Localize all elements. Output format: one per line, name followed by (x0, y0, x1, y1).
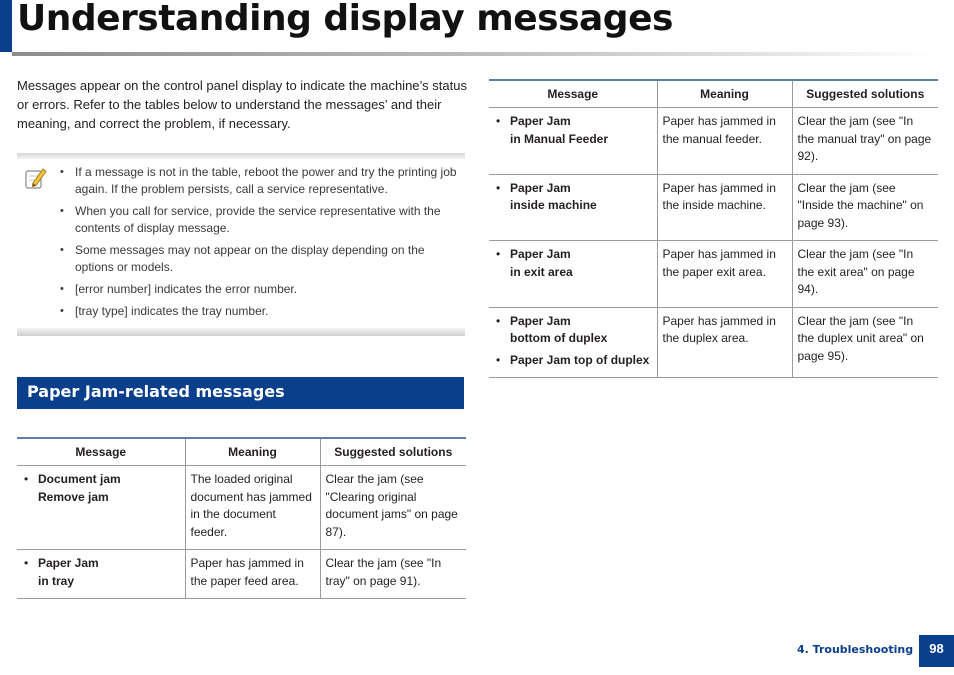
solution-cell: Clear the jam (see "In the exit area" on page 94). (792, 241, 938, 308)
note-list (73, 164, 465, 325)
message-cell (489, 108, 657, 175)
table-row (17, 466, 466, 550)
message-cell (17, 550, 185, 599)
intro-paragraph: Messages appear on the control panel display to indicate the machine’s status or errors. Refer to the tables below to understand the messages’ and their meaning, and correct the problem, if necessary. (17, 78, 467, 131)
meaning-cell: Paper has jammed in the paper exit area. (657, 241, 792, 308)
meaning-cell: Paper has jammed in the manual feeder. (657, 108, 792, 175)
message-line: Remove jam (38, 489, 109, 504)
message-cell (17, 466, 185, 550)
message-item (22, 555, 180, 590)
solution-cell: Clear the jam (see "Clearing original document jams" on page 87). (320, 466, 466, 550)
message-line: • Paper Jam (510, 313, 571, 328)
table-header-row (489, 80, 938, 108)
note-item: • [tray type] indicates the tray number. (73, 303, 465, 320)
message-item (494, 313, 652, 348)
table-row (489, 307, 938, 378)
right-messages-table (489, 79, 938, 378)
message-line: • Paper Jam top of duplex (510, 352, 650, 367)
message-item (494, 246, 652, 281)
footer-chapter: 4. Troubleshooting (797, 643, 914, 656)
note-box (17, 153, 465, 336)
section-heading: Paper Jam-related messages (17, 377, 464, 409)
note-item: • Some messages may not appear on the display depending on the options or models. (73, 242, 465, 276)
header-message: Message (17, 438, 185, 466)
note-item: • When you call for service, provide the service representative with the contents of display message. (73, 203, 465, 237)
note-item: • If a message is not in the table, reboot the power and try the printing job again. If the problem persists, call a service representative. (73, 164, 465, 198)
left-table-body (17, 466, 466, 599)
header-meaning: Meaning (657, 80, 792, 108)
message-line: in Manual Feeder (510, 131, 609, 146)
meaning-cell: Paper has jammed in the paper feed area. (185, 550, 320, 599)
right-table-body (489, 108, 938, 378)
message-line: inside machine (510, 198, 597, 212)
message-line: in exit area (510, 264, 573, 279)
message-line: • Paper Jam (38, 556, 99, 570)
message-cell (489, 174, 657, 241)
message-item (494, 180, 652, 215)
message-cell (489, 241, 657, 308)
solution-cell: Clear the jam (see "In tray" on page 91). (320, 550, 466, 599)
page-title: Understanding display messages (17, 0, 673, 39)
left-messages-table (17, 437, 466, 599)
message-item (494, 113, 652, 148)
solution-cell: Clear the jam (see "In the duplex unit area" on page 95). (792, 307, 938, 378)
header-solutions: Suggested solutions (320, 438, 466, 466)
note-bottom-border (17, 328, 465, 336)
message-line: • Paper Jam (510, 114, 571, 128)
page-number: 98 (919, 635, 954, 667)
message-line: • Document jam (38, 472, 121, 486)
message-line: in tray (38, 573, 75, 588)
table-row (489, 174, 938, 241)
meaning-cell: The loaded original document has jammed in the document feeder. (185, 466, 320, 550)
header-meaning: Meaning (185, 438, 320, 466)
table-row (489, 241, 938, 308)
note-item: • [error number] indicates the error number. (73, 281, 465, 298)
meaning-cell: Paper has jammed in the duplex area. (657, 307, 792, 378)
message-cell (489, 307, 657, 378)
title-underline (12, 52, 932, 56)
message-line: bottom of duplex (510, 331, 608, 345)
solution-cell: Clear the jam (see "In the manual tray" on page 92). (792, 108, 938, 175)
message-line: • Paper Jam (510, 180, 571, 195)
note-top-border (17, 153, 465, 159)
table-header-row (17, 438, 466, 466)
table-row (17, 550, 466, 599)
solution-cell: Clear the jam (see "Inside the machine" on page 93). (792, 174, 938, 241)
header-solutions: Suggested solutions (792, 80, 938, 108)
title-accent-bar (0, 0, 12, 52)
meaning-cell: Paper has jammed in the inside machine. (657, 174, 792, 241)
message-item (22, 471, 180, 506)
message-item (494, 352, 652, 370)
note-pencil-icon (24, 166, 48, 190)
message-line: • Paper Jam (510, 247, 571, 261)
table-row (489, 108, 938, 175)
header-message: Message (489, 80, 657, 108)
